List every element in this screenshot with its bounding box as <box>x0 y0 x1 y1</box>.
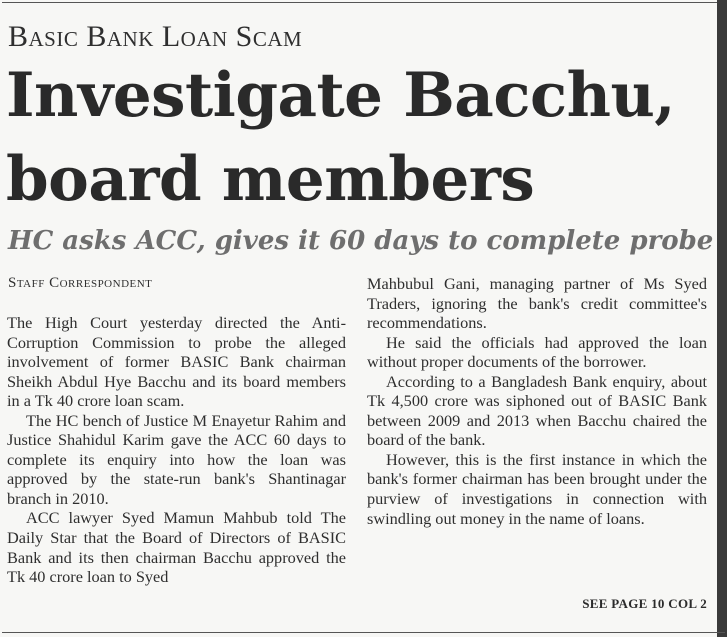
article-column-left <box>7 313 346 587</box>
paragraph: Mahbubul Gani, managing partner of Ms Syed Traders, ignoring the bank's credit committee's recommendations. <box>367 274 707 333</box>
page-edge-shadow <box>717 0 727 637</box>
article-column-right <box>367 274 707 528</box>
paragraph: However, this is the first instance in which the bank's former chairman has been brought under the purview of investigations in connection with swindling out money in the name of loans. <box>367 449 707 528</box>
paragraph: ACC lawyer Syed Mamun Mahbub told The Daily Star that the Board of Directors of BASIC Bank and its then chairman Bacchu approved the Tk 40 crore loan to Syed <box>7 508 346 587</box>
continuation-jump: SEE PAGE 10 COL 2 <box>582 596 707 611</box>
headline-line-1: Investigate Bacchu, <box>6 60 676 131</box>
bottom-rule <box>2 632 725 633</box>
headline-line-2: board members <box>6 144 535 215</box>
headline <box>6 54 675 222</box>
paragraph: He said the officials had approved the loan without proper documents of the borrower. <box>367 332 707 372</box>
paragraph: The HC bench of Justice M Enayetur Rahim and Justice Shahidul Karim gave the ACC 60 days to complete its enquiry into how the loan was approved by the state-run bank's Shantinagar branch in 2010. <box>7 410 346 508</box>
kicker: Basic Bank Loan Scam <box>8 20 303 53</box>
paragraph: The High Court yesterday directed the Anti-Corruption Commission to probe the alleged involvement of former BASIC Bank chairman Sheikh Abdul Hye Bacchu and its board members in a Tk 40 crore loan scam. <box>7 313 346 411</box>
subheadline: HC asks ACC, gives it 60 days to complete probe <box>8 226 714 256</box>
paragraph: According to a Bangladesh Bank enquiry, about Tk 4,500 crore was siphoned out of BASIC Bank between 2009 and 2013 when Bacchu chaired the board of the bank. <box>367 371 707 450</box>
byline: Staff Correspondent <box>8 275 153 291</box>
top-rule <box>2 2 725 3</box>
column-gutter <box>355 275 356 615</box>
